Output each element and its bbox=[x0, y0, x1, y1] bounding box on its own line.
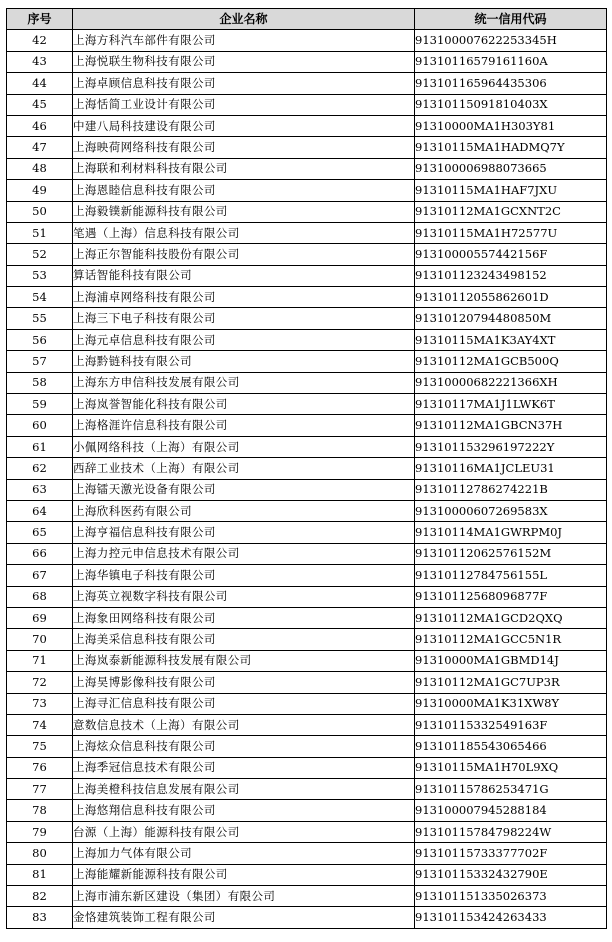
company-name-cell: 上海加力气体有限公司 bbox=[73, 843, 415, 864]
serial-number-cell: 73 bbox=[7, 693, 73, 714]
company-name-cell: 上海季冠信息技术有限公司 bbox=[73, 757, 415, 778]
credit-code-cell: 91310112568096877F bbox=[415, 586, 607, 607]
credit-code-cell: 91310000607269583X bbox=[415, 500, 607, 521]
credit-code-cell: 91310115332549163F bbox=[415, 714, 607, 735]
company-name-cell: 上海寻汇信息科技有限公司 bbox=[73, 693, 415, 714]
company-name-cell: 上海能耀新能源科技有限公司 bbox=[73, 864, 415, 885]
table-row bbox=[7, 222, 607, 243]
header-credit-code: 统一信用代码 bbox=[415, 9, 607, 30]
credit-code-cell: 913101123243498152 bbox=[415, 265, 607, 286]
credit-code-cell: 91310112786274221B bbox=[415, 479, 607, 500]
enterprise-table bbox=[6, 8, 607, 929]
header-row bbox=[7, 9, 607, 30]
serial-number-cell: 53 bbox=[7, 265, 73, 286]
credit-code-cell: 913100007622253345H bbox=[415, 30, 607, 51]
serial-number-cell: 50 bbox=[7, 201, 73, 222]
table-row bbox=[7, 693, 607, 714]
company-name-cell: 上海毅镤新能源科技有限公司 bbox=[73, 201, 415, 222]
table-row bbox=[7, 522, 607, 543]
company-name-cell: 西辞工业技术（上海）有限公司 bbox=[73, 458, 415, 479]
credit-code-cell: 91310000682221366XH bbox=[415, 372, 607, 393]
company-name-cell: 上海三下电子科技有限公司 bbox=[73, 308, 415, 329]
serial-number-cell: 45 bbox=[7, 94, 73, 115]
table-row bbox=[7, 886, 607, 907]
serial-number-cell: 74 bbox=[7, 714, 73, 735]
table-row bbox=[7, 394, 607, 415]
table-row bbox=[7, 180, 607, 201]
table-row bbox=[7, 372, 607, 393]
credit-code-cell: 91310115MA1HAF7JXU bbox=[415, 180, 607, 201]
serial-number-cell: 70 bbox=[7, 629, 73, 650]
table-row bbox=[7, 308, 607, 329]
table-header bbox=[7, 9, 607, 30]
serial-number-cell: 54 bbox=[7, 287, 73, 308]
table-body bbox=[7, 30, 607, 928]
company-name-cell: 上海黔链科技有限公司 bbox=[73, 351, 415, 372]
company-name-cell: 上海恬简工业设计有限公司 bbox=[73, 94, 415, 115]
credit-code-cell: 91310000MA1H303Y81 bbox=[415, 115, 607, 136]
table-row bbox=[7, 672, 607, 693]
company-name-cell: 上海东方申信科技发展有限公司 bbox=[73, 372, 415, 393]
table-row bbox=[7, 244, 607, 265]
credit-code-cell: 91310115784798224W bbox=[415, 821, 607, 842]
credit-code-cell: 913100006988073665 bbox=[415, 158, 607, 179]
table-row bbox=[7, 629, 607, 650]
serial-number-cell: 76 bbox=[7, 757, 73, 778]
credit-code-cell: 91310116579161160A bbox=[415, 51, 607, 72]
table-row bbox=[7, 73, 607, 94]
table-row bbox=[7, 607, 607, 628]
serial-number-cell: 81 bbox=[7, 864, 73, 885]
serial-number-cell: 75 bbox=[7, 736, 73, 757]
company-name-cell: 笔遇（上海）信息科技有限公司 bbox=[73, 222, 415, 243]
credit-code-cell: 91310114MA1GWRPM0J bbox=[415, 522, 607, 543]
credit-code-cell: 91310112MA1GCB500Q bbox=[415, 351, 607, 372]
serial-number-cell: 43 bbox=[7, 51, 73, 72]
credit-code-cell: 91310116MA1JCLEU31 bbox=[415, 458, 607, 479]
credit-code-cell: 91310115MA1HADMQ7Y bbox=[415, 137, 607, 158]
table-row bbox=[7, 864, 607, 885]
table-row bbox=[7, 565, 607, 586]
serial-number-cell: 79 bbox=[7, 821, 73, 842]
company-name-cell: 意数信息技术（上海）有限公司 bbox=[73, 714, 415, 735]
company-name-cell: 上海英立视数字科技有限公司 bbox=[73, 586, 415, 607]
serial-number-cell: 80 bbox=[7, 843, 73, 864]
table-row bbox=[7, 287, 607, 308]
serial-number-cell: 58 bbox=[7, 372, 73, 393]
credit-code-cell: 91310000MA1K31XW8Y bbox=[415, 693, 607, 714]
company-name-cell: 上海正尔智能科技股份有限公司 bbox=[73, 244, 415, 265]
credit-code-cell: 913101151335026373 bbox=[415, 886, 607, 907]
serial-number-cell: 78 bbox=[7, 800, 73, 821]
table-row bbox=[7, 757, 607, 778]
table-row bbox=[7, 650, 607, 671]
serial-number-cell: 47 bbox=[7, 137, 73, 158]
serial-number-cell: 48 bbox=[7, 158, 73, 179]
credit-code-cell: 91310112MA1GCXNT2C bbox=[415, 201, 607, 222]
table-row bbox=[7, 821, 607, 842]
table-row bbox=[7, 329, 607, 350]
company-name-cell: 上海镭天激光设备有限公司 bbox=[73, 479, 415, 500]
table-row bbox=[7, 458, 607, 479]
serial-number-cell: 51 bbox=[7, 222, 73, 243]
credit-code-cell: 91310115MA1K3AY4XT bbox=[415, 329, 607, 350]
table-row bbox=[7, 907, 607, 928]
company-name-cell: 上海联和利材料科技有限公司 bbox=[73, 158, 415, 179]
company-name-cell: 上海美橙科技信息发展有限公司 bbox=[73, 779, 415, 800]
table-row bbox=[7, 800, 607, 821]
company-name-cell: 上海卓顾信息科技有限公司 bbox=[73, 73, 415, 94]
credit-code-cell: 91310117MA1J1LWK6T bbox=[415, 394, 607, 415]
serial-number-cell: 64 bbox=[7, 500, 73, 521]
serial-number-cell: 66 bbox=[7, 543, 73, 564]
table-row bbox=[7, 51, 607, 72]
credit-code-cell: 913101153424263433 bbox=[415, 907, 607, 928]
company-name-cell: 算话智能科技有限公司 bbox=[73, 265, 415, 286]
serial-number-cell: 56 bbox=[7, 329, 73, 350]
company-name-cell: 台源（上海）能源科技有限公司 bbox=[73, 821, 415, 842]
serial-number-cell: 68 bbox=[7, 586, 73, 607]
table-row bbox=[7, 500, 607, 521]
company-name-cell: 上海美采信息科技有限公司 bbox=[73, 629, 415, 650]
credit-code-cell: 91310115MA1H70L9XQ bbox=[415, 757, 607, 778]
table-row bbox=[7, 586, 607, 607]
company-name-cell: 上海岚泰新能源科技发展有限公司 bbox=[73, 650, 415, 671]
credit-code-cell: 91310115MA1H72577U bbox=[415, 222, 607, 243]
credit-code-cell: 91310112MA1GC7UP3R bbox=[415, 672, 607, 693]
credit-code-cell: 913100007945288184 bbox=[415, 800, 607, 821]
serial-number-cell: 71 bbox=[7, 650, 73, 671]
table-row bbox=[7, 94, 607, 115]
company-name-cell: 金恪建筑装饰工程有限公司 bbox=[73, 907, 415, 928]
serial-number-cell: 59 bbox=[7, 394, 73, 415]
table-row bbox=[7, 543, 607, 564]
serial-number-cell: 63 bbox=[7, 479, 73, 500]
table-row bbox=[7, 201, 607, 222]
company-name-cell: 上海悠翔信息科技有限公司 bbox=[73, 800, 415, 821]
company-name-cell: 中建八局科技建设有限公司 bbox=[73, 115, 415, 136]
serial-number-cell: 61 bbox=[7, 436, 73, 457]
credit-code-cell: 91310115786253471G bbox=[415, 779, 607, 800]
serial-number-cell: 69 bbox=[7, 607, 73, 628]
serial-number-cell: 77 bbox=[7, 779, 73, 800]
serial-number-cell: 83 bbox=[7, 907, 73, 928]
serial-number-cell: 42 bbox=[7, 30, 73, 51]
credit-code-cell: 91310115733377702F bbox=[415, 843, 607, 864]
company-name-cell: 上海恩睦信息科技有限公司 bbox=[73, 180, 415, 201]
serial-number-cell: 52 bbox=[7, 244, 73, 265]
credit-code-cell: 91310112062576152M bbox=[415, 543, 607, 564]
table-row bbox=[7, 736, 607, 757]
serial-number-cell: 44 bbox=[7, 73, 73, 94]
credit-code-cell: 91310000557442156F bbox=[415, 244, 607, 265]
table-row bbox=[7, 158, 607, 179]
credit-code-cell: 913101165964435306 bbox=[415, 73, 607, 94]
table-row bbox=[7, 265, 607, 286]
company-name-cell: 小佩网络科技（上海）有限公司 bbox=[73, 436, 415, 457]
credit-code-cell: 91310115332432790E bbox=[415, 864, 607, 885]
serial-number-cell: 60 bbox=[7, 415, 73, 436]
credit-code-cell: 91310120794480850M bbox=[415, 308, 607, 329]
serial-number-cell: 82 bbox=[7, 886, 73, 907]
company-name-cell: 上海华镇电子科技有限公司 bbox=[73, 565, 415, 586]
credit-code-cell: 91310112MA1GBCN37H bbox=[415, 415, 607, 436]
header-company-name: 企业名称 bbox=[73, 9, 415, 30]
serial-number-cell: 55 bbox=[7, 308, 73, 329]
serial-number-cell: 72 bbox=[7, 672, 73, 693]
table-row bbox=[7, 415, 607, 436]
credit-code-cell: 91310112784756155L bbox=[415, 565, 607, 586]
credit-code-cell: 913101185543065466 bbox=[415, 736, 607, 757]
credit-code-cell: 91310115091810403X bbox=[415, 94, 607, 115]
table-row bbox=[7, 436, 607, 457]
company-name-cell: 上海方科汽车部件有限公司 bbox=[73, 30, 415, 51]
table-row bbox=[7, 714, 607, 735]
table-row bbox=[7, 137, 607, 158]
table-row bbox=[7, 479, 607, 500]
serial-number-cell: 62 bbox=[7, 458, 73, 479]
table-row bbox=[7, 779, 607, 800]
serial-number-cell: 65 bbox=[7, 522, 73, 543]
credit-code-cell: 91310112MA1GCD2QXQ bbox=[415, 607, 607, 628]
company-name-cell: 上海岚誉智能化科技有限公司 bbox=[73, 394, 415, 415]
serial-number-cell: 57 bbox=[7, 351, 73, 372]
header-serial-number: 序号 bbox=[7, 9, 73, 30]
company-name-cell: 上海昊博影像科技有限公司 bbox=[73, 672, 415, 693]
company-name-cell: 上海力控元申信息技术有限公司 bbox=[73, 543, 415, 564]
serial-number-cell: 49 bbox=[7, 180, 73, 201]
company-name-cell: 上海映荷网络科技有限公司 bbox=[73, 137, 415, 158]
table-row bbox=[7, 115, 607, 136]
credit-code-cell: 91310000MA1GBMD14J bbox=[415, 650, 607, 671]
company-name-cell: 上海格涯许信息科技有限公司 bbox=[73, 415, 415, 436]
credit-code-cell: 913101153296197222Y bbox=[415, 436, 607, 457]
company-name-cell: 上海欣科医药有限公司 bbox=[73, 500, 415, 521]
credit-code-cell: 91310112MA1GCC5N1R bbox=[415, 629, 607, 650]
company-name-cell: 上海浦卓网络科技有限公司 bbox=[73, 287, 415, 308]
serial-number-cell: 46 bbox=[7, 115, 73, 136]
table-row bbox=[7, 30, 607, 51]
company-name-cell: 上海象田网络科技有限公司 bbox=[73, 607, 415, 628]
serial-number-cell: 67 bbox=[7, 565, 73, 586]
company-name-cell: 上海悦联生物科技有限公司 bbox=[73, 51, 415, 72]
table-row bbox=[7, 843, 607, 864]
company-name-cell: 上海市浦东新区建设（集团）有限公司 bbox=[73, 886, 415, 907]
company-name-cell: 上海炫众信息科技有限公司 bbox=[73, 736, 415, 757]
table-row bbox=[7, 351, 607, 372]
credit-code-cell: 91310112055862601D bbox=[415, 287, 607, 308]
company-name-cell: 上海亨福信息科技有限公司 bbox=[73, 522, 415, 543]
company-name-cell: 上海元卓信息科技有限公司 bbox=[73, 329, 415, 350]
